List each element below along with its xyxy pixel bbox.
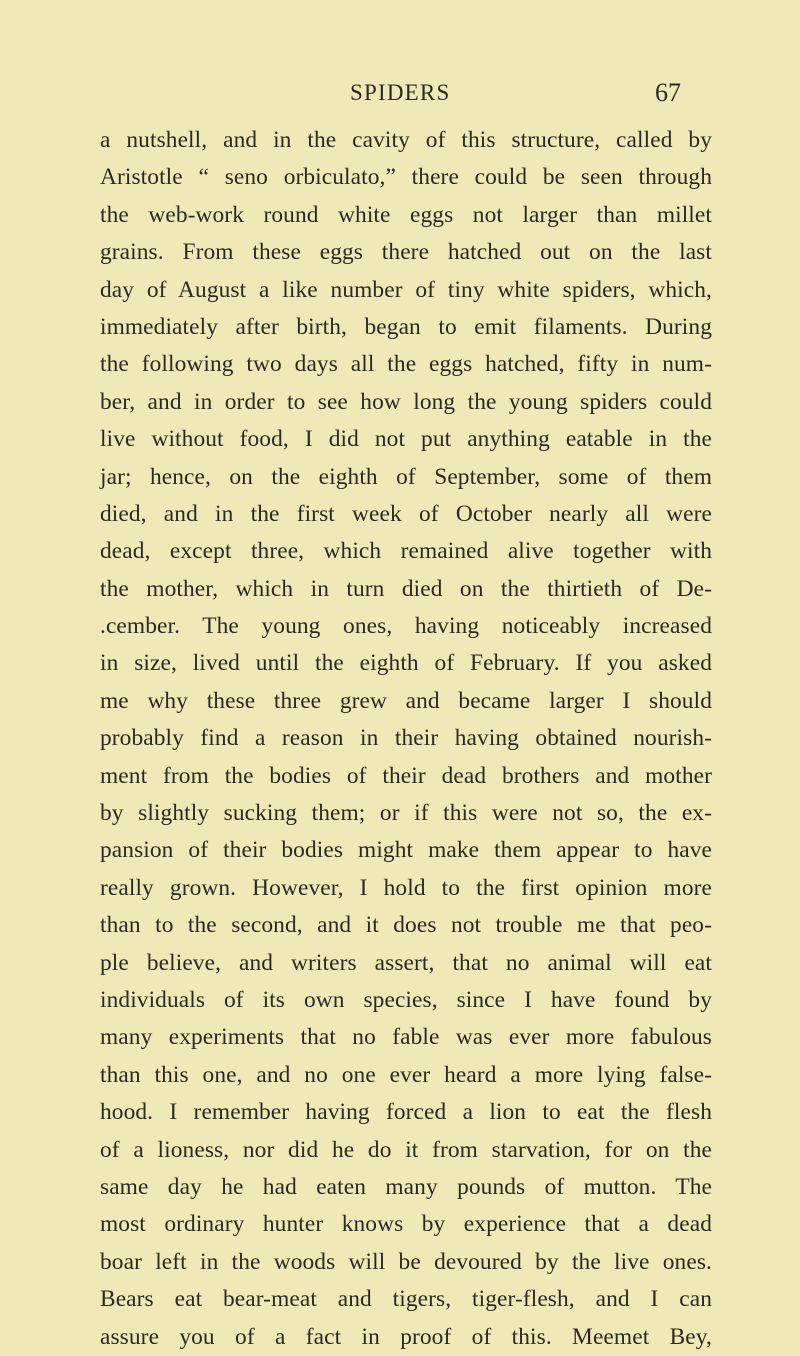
text-line: probably find a reason in their having obtained nourish- [100,725,712,752]
text-line: most ordinary hunter knows by experience that a dead [100,1211,712,1238]
text-line: died, and in the first week of October nearly all were [100,500,712,527]
text-line: individuals of its own species, since I have found by [100,986,712,1013]
text-line: the mother, which in turn died on the thirtieth of De- [100,575,712,602]
text-line: boar left in the woods will be devoured by the live ones. [100,1248,712,1275]
text-line: many experiments that no fable was ever more fabulous [100,1024,712,1051]
text-line: than to the second, and it does not trouble me that peo- [100,912,712,939]
text-line: grains. From these eggs there hatched out on the last [100,239,712,266]
text-line: the following two days all the eggs hatched, fifty in num- [100,351,712,378]
text-line: than this one, and no one ever heard a more lying false- [100,1061,712,1088]
text-line: me why these three grew and became larger I should [100,687,712,714]
running-head-title: SPIDERS [350,80,451,105]
text-line: a nutshell, and in the cavity of this structure, called by [100,127,712,153]
text-line: by slightly sucking them; or if this were not so, the ex- [100,800,712,827]
text-line: in size, lived until the eighth of February. If you asked [100,650,712,677]
body-text [100,122,712,1356]
text-line: really grown. However, I hold to the first opinion more [100,874,712,901]
text-line: immediately after birth, began to emit filaments. During [100,313,712,340]
text-line: live without food, I did not put anything eatable in the [100,426,712,453]
text-line: day of August a like number of tiny white spiders, which, [100,276,712,303]
text-line: pansion of their bodies might make them appear to have [100,837,712,864]
text-line: Bears eat bear-meat and tigers, tiger-flesh, and I can [100,1286,712,1313]
text-line: same day he had eaten many pounds of mutton. The [100,1173,712,1200]
text-line: ple believe, and writers assert, that no animal will eat [100,949,712,976]
page-number: 67 [655,78,681,107]
text-line: .cember. The young ones, having noticeably increased [100,613,712,640]
running-head [0,72,800,112]
text-line: hood. I remember having forced a lion to eat the flesh [100,1099,712,1126]
text-line: ment from the bodies of their dead brothers and mother [100,762,712,789]
text-line: Aristotle “ seno orbiculato,” there could be seen through [100,164,712,191]
text-line: the web-work round white eggs not larger than millet [100,201,712,228]
text-line: assure you of a fact in proof of this. Meemet Bey, [100,1323,712,1350]
text-line: ber, and in order to see how long the young spiders could [100,388,712,415]
text-line: dead, except three, which remained alive together with [100,538,712,565]
text-line: jar; hence, on the eighth of September, some of them [100,463,712,490]
text-line: of a lioness, nor did he do it from starvation, for on the [100,1136,712,1163]
